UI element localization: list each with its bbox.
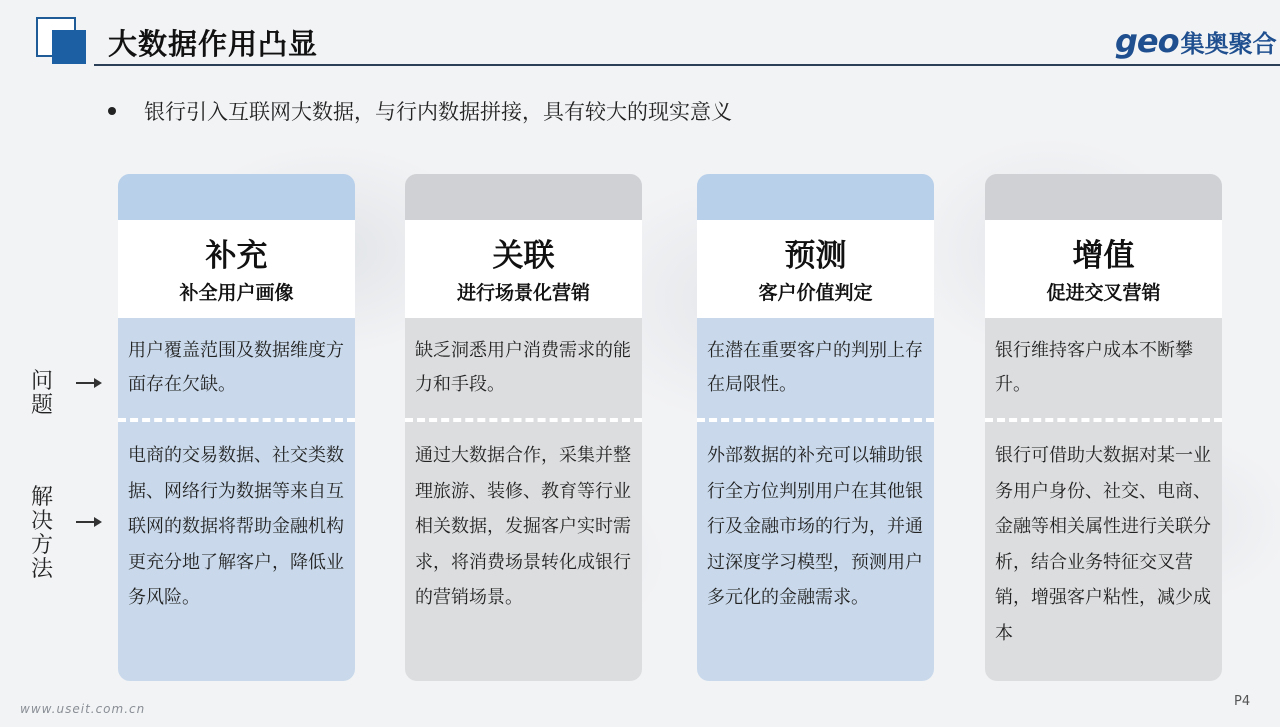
card-prediction xyxy=(697,174,934,681)
card-problem-text: 用户覆盖范围及数据维度方面存在欠缺。 xyxy=(128,340,344,395)
page-number: P4 xyxy=(1234,694,1251,709)
card-subtitle: 补全用户画像 xyxy=(179,282,294,304)
solution-arrow-icon xyxy=(76,521,100,523)
card-title: 补充 xyxy=(205,238,268,274)
logo-prefix: geo xyxy=(1115,22,1179,60)
watermark: www.useit.com.cn xyxy=(20,702,146,716)
header-square-fill xyxy=(52,30,86,64)
card-title: 预测 xyxy=(784,238,847,274)
card-solution-text: 通过大数据合作，采集并整理旅游、装修、教育等行业相关数据，发掘客户实时需求，将消费场景转化成银行的营销场景。 xyxy=(415,445,631,608)
card-header xyxy=(985,220,1222,318)
card-header xyxy=(697,220,934,318)
card-subtitle: 促进交叉营销 xyxy=(1046,282,1161,304)
card-value-added xyxy=(985,174,1222,681)
card-title: 关联 xyxy=(492,238,555,274)
card-solution-text: 电商的交易数据、社交类数据、网络行为数据等来自互联网的数据将帮助金融机构更充分地了解客户，降低业务风险。 xyxy=(128,445,344,608)
header-divider xyxy=(94,64,1280,66)
card-solution-text: 银行可借助大数据对某一业务用户身份、社交、电商、金融等相关属性进行关联分析，结合业务特征交叉营销，增强客户粘性，减少成本 xyxy=(995,445,1211,644)
card-problem-text: 在潜在重要客户的判别上存在局限性。 xyxy=(707,340,923,395)
card-tab xyxy=(118,174,355,220)
bullet-text: 银行引入互联网大数据，与行内数据拼接，具有较大的现实意义 xyxy=(144,100,732,124)
company-logo xyxy=(1115,22,1277,60)
card-header xyxy=(405,220,642,318)
logo-name: 集奥聚合 xyxy=(1180,29,1277,58)
card-tab xyxy=(985,174,1222,220)
page-title: 大数据作用凸显 xyxy=(108,27,319,61)
card-association xyxy=(405,174,642,681)
problem-label: 问题 xyxy=(30,369,53,418)
bullet-point xyxy=(108,96,732,126)
card-header xyxy=(118,220,355,318)
card-tab xyxy=(697,174,934,220)
card-title: 增值 xyxy=(1072,238,1135,274)
card-subtitle: 客户价值判定 xyxy=(758,282,873,304)
problem-arrow-icon xyxy=(76,382,100,384)
card-supplement xyxy=(118,174,355,681)
bullet-dot-icon xyxy=(108,107,116,115)
card-problem-text: 银行维持客户成本不断攀升。 xyxy=(995,340,1193,395)
card-subtitle: 进行场景化营销 xyxy=(456,282,590,304)
solution-label: 解决方法 xyxy=(30,485,53,582)
card-tab xyxy=(405,174,642,220)
card-solution-text: 外部数据的补充可以辅助银行全方位判别用户在其他银行及金融市场的行为，并通过深度学习模型，预测用户多元化的金融需求。 xyxy=(707,445,923,608)
card-problem-text: 缺乏洞悉用户消费需求的能力和手段。 xyxy=(415,340,631,395)
